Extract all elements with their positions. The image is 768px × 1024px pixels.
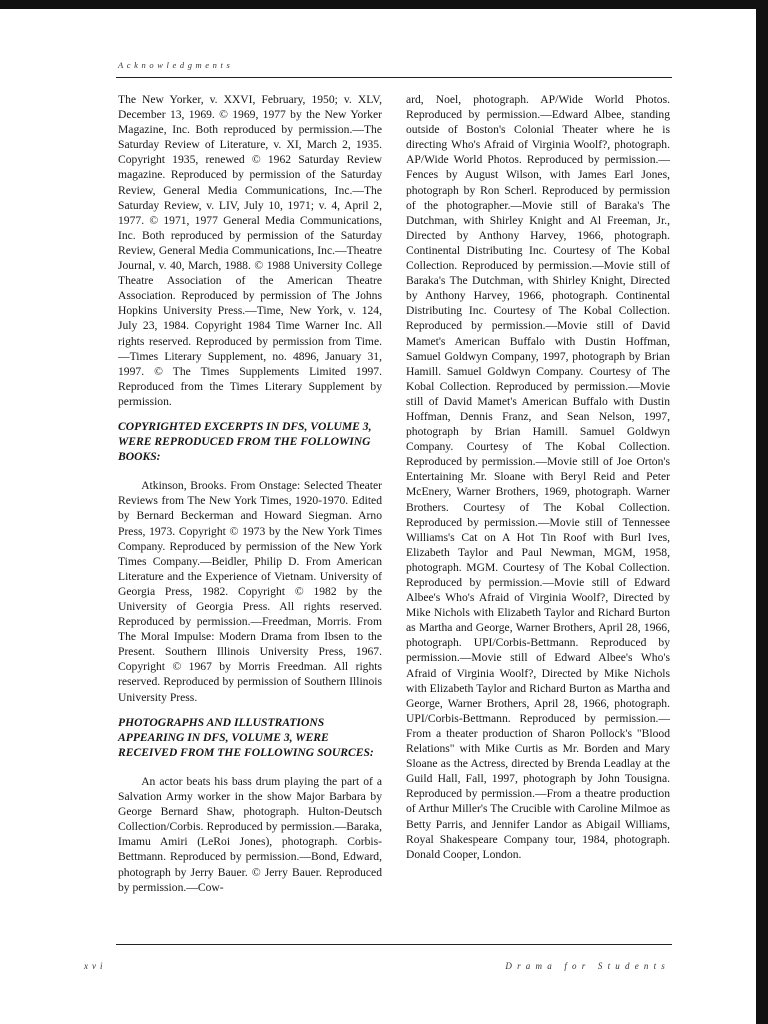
page-number: xvi <box>84 961 107 971</box>
photo-credits-continued-paragraph: ard, Noel, photograph. AP/Wide World Photos. Reproduced by permission.—Edward Albee, standing outside of Boston's Colonial Theater where he is directing Who's Afraid of Virginia Woolf?, photograph. AP/Wide World Photos. Reproduced by permission.—Fences by August Wilson, with James Earl Jones, photograph by Ron Scherl. Reproduced by permission of the photographer.—Movie still of Baraka's The Dutchman, with Shirley Knight and Al Freeman, Jr., Directed by Anthony Harvey, 1966, photograph. Continental Distributing Inc. Courtesy of The Kobal Collection. Reproduced by permission.—Movie still of Baraka's The Dutchman, with Shirley Knight, Directed by Anthony Harvey, 1966, photograph. Continental Distributing Inc. Courtesy of The Kobal Collection. Reproduced by permission.—Movie still of David Mamet's American Buffalo with Dustin Hoffman, Samuel Goldwyn Company, 1997, photograph by Brian Hamill. Samuel Goldwyn Company. Courtesy of The Kobal Collection. Reproduced by permission.—Movie still of David Mamet's American Buffalo with Dustin Hoffman, Dennis Franz, and Sean Nelson, 1997, photograph by Brian Hamill. Samuel Goldwyn Company. Courtesy of The Kobal Collection. Reproduced by permission.—Movie still of Joe Orton's Entertaining Mr. Sloane with Beryl Reid and Peter McEnery, Warner Brothers, 1969, photograph. Warner Brothers. Courtesy of The Kobal Collection. Reproduced by permission.—Movie still of Tennessee Williams's Cat on A Hot Tin Roof with Burl Ives, Elizabeth Taylor and Paul Newman, MGM, 1958, photograph. MGM. Courtesy of The Kobal Collection. Reproduced by permission.—Movie still of Edward Albee's Who's Afraid of Virginia Woolf?, Directed by Mike Nichols with Elizabeth Taylor and Richard Burton as Martha and George, Warner Brothers, April 28, 1966, photograph. UPI/Corbis-Bettmann. Reproduced by permission.—Movie still of Edward Albee's Who's Afraid of Virginia Woolf?, Directed by Mike Nichols with Elizabeth Taylor and Richard Burton as Martha and George, Warner Brothers, April 28, 1966, photograph. UPI/Corbis-Bettmann. Reproduced by permission.—From a theater production of Sharon Pollock's "Blood Relations" with Mike Curtis as Mr. Borden and Mary Sloane as the Actress, directed by Brenda Leadlay at the Guild Hall, Fall, 1997, photograph by John Tousigna. Reproduced by permission.—From a theatre production of Arthur Miller's The Crucible with Caroline Milmoe as Betty Parris, and Jennifer Landor as Abigail Williams, Royal Shakespeare Company tour, 1984, photograph. Donald Cooper, London. <box>406 93 670 861</box>
excerpts-heading: COPYRIGHTED EXCERPTS IN DFS, VOLUME 3, WERE REPRODUCED FROM THE FOLLOWING BOOKS: <box>118 419 372 464</box>
right-column <box>406 92 670 862</box>
scan-border-right <box>756 0 768 1024</box>
periodical-credits-paragraph: The New Yorker, v. XXVI, February, 1950; v. XLV, December 13, 1969. © 1969, 1977 by the New Yorker Magazine, Inc. Both reproduced by permission.—The Saturday Review of Literature, v. XI, March 2, 1935. Copyright 1935, renewed © 1962 Saturday Review magazine. Reproduced by permission of the Saturday Review, General Media Communications, Inc.—The Saturday Review, v. LIV, July 10, 1971; v. 4, April 2, 1977. © 1971, 1977 General Media Communications, Inc. Both reproduced by permission of the Saturday Review, General Media Communications, Inc.—Theatre Journal, v. 40, March, 1988. © 1988 University College Theatre Association of the American Theatre Association. Reproduced by permission of The Johns Hopkins University Press.—Time, New York, v. 124, July 23, 1984. Copyright 1984 Time Warner Inc. All rights reserved. Reproduced by permission from Time.—Times Literary Supplement, no. 4896, January 31, 1997. © The Times Supplements Limited 1997. Reproduced from the Times Literary Supplement by permission. <box>118 93 382 408</box>
book-title: Drama for Students <box>505 961 670 971</box>
footer-rule <box>116 944 672 945</box>
running-head: Acknowledgments <box>118 60 234 70</box>
book-credits-paragraph: Atkinson, Brooks. From Onstage: Selected Theater Reviews from The New York Times, 1920-1970. Edited by Bernard Beckerman and Howard Siegman. Arno Press, 1973. Copyright © 1973 by the New York Times Company. Reproduced by permission of the New York Times Company.—Beidler, Philip D. From American Literature and the Experience of Vietnam. University of Georgia Press, 1982. Copyright © 1982 by the University of Georgia Press. All rights reserved. Reproduced by permission.—Freedman, Morris. From The Moral Impulse: Modern Drama from Ibsen to the Present. Southern Illinois University Press, 1967. Copyright © 1967 by Morris Freedman. All rights reserved. Reproduced by permission of Southern Illinois University Press. <box>118 479 382 704</box>
left-column <box>118 92 382 895</box>
header-rule <box>116 77 672 78</box>
scan-border-top <box>0 0 768 9</box>
photographs-heading: PHOTOGRAPHS AND ILLUSTRATIONS APPEARING IN DFS, VOLUME 3, WERE RECEIVED FROM THE FOLLOWING SOURCES: <box>118 715 374 759</box>
photo-credits-paragraph: An actor beats his bass drum playing the part of a Salvation Army worker in the show Major Barbara by George Bernard Shaw, photograph. Hulton-Deutsch Collection/Corbis. Reproduced by permission.—Baraka, Imamu Amiri (LeRoi Jones), photograph. Corbis-Bettmann. Reproduced by permission.—Bond, Edward, photograph by Jerry Bauer. © Jerry Bauer. Reproduced by permission.—Cow- <box>118 774 382 894</box>
